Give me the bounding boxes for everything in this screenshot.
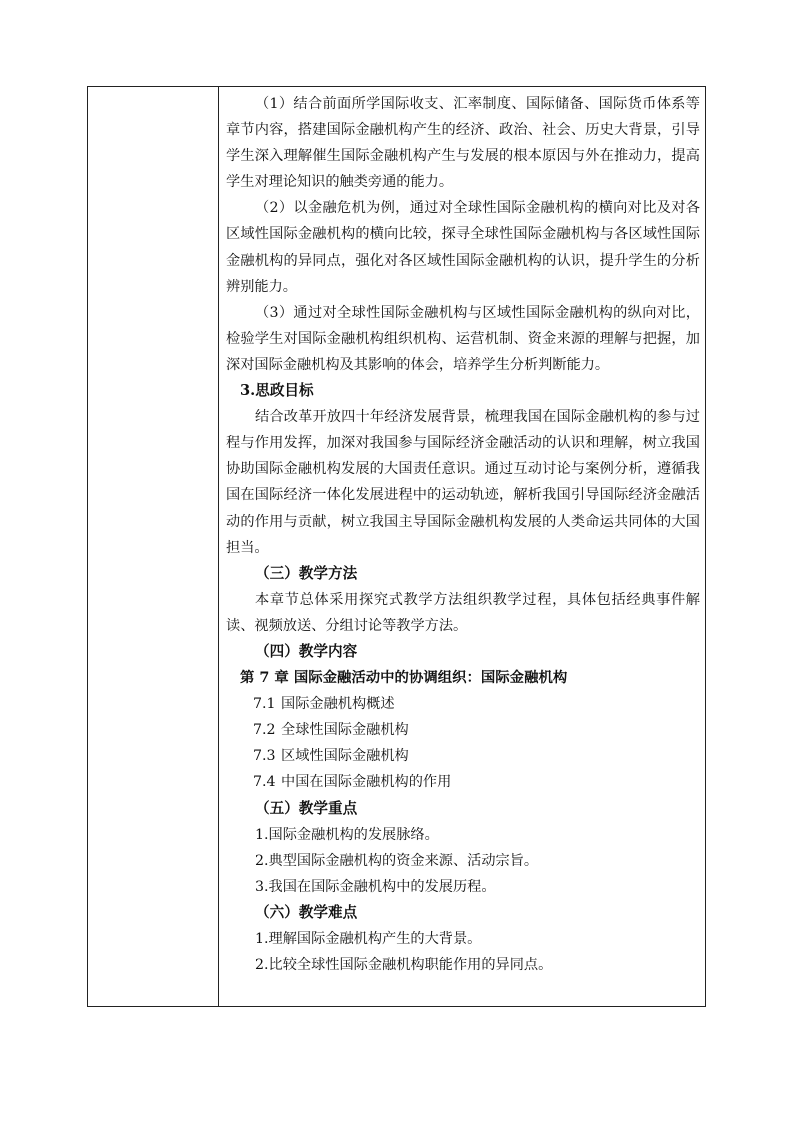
difficulty-item: 1.理解国际金融机构产生的大背景。 bbox=[255, 931, 482, 947]
toc-title: 区域性国际金融机构 bbox=[281, 748, 409, 765]
toc-title: 中国在国际金融机构的作用 bbox=[281, 774, 452, 791]
toc-item bbox=[226, 691, 700, 717]
toc-number: 7.3 bbox=[253, 748, 276, 765]
heading-ideology: 3.思政目标 bbox=[240, 382, 314, 400]
key-point-item: 3.我国在国际金融机构中的发展历程。 bbox=[255, 878, 496, 895]
toc-title: 国际金融机构概述 bbox=[281, 696, 395, 713]
toc-title: 全球性国际金融机构 bbox=[281, 722, 409, 739]
paragraph-ideology: 结合改革开放四十年经济发展背景，梳理我国在国际金融机构的参与过程与作用发挥，加深对我国参与国际经济金融活动的认识和理解，树立我国协助国际金融机构发展的大国责任意识。通过互动讨论与案例分析，遵循我国在国际经济一体化发展进程中的运动轨迹，解析我国引导国际经济金融活动的作用与贡献，树立我国主导国际金融机构发展的人类命运共同体的大国担当。 bbox=[226, 409, 700, 556]
heading-methods: （三）教学方法 bbox=[255, 564, 358, 582]
toc-item bbox=[226, 717, 700, 743]
toc-number: 7.2 bbox=[253, 722, 276, 739]
heading-key-points: （五）教学重点 bbox=[255, 799, 358, 817]
toc-number: 7.4 bbox=[253, 774, 276, 791]
heading-difficulties: （六）教学难点 bbox=[255, 903, 358, 921]
paragraph-capability-3: （3）通过对全球性国际金融机构与区域性国际金融机构的纵向对比，检验学生对国际金融机构组织机构、运营机制、资金来源的理解与把握，加深对国际金融机构及其影响的体会，培养学生分析判断能力。 bbox=[226, 304, 700, 373]
content-table bbox=[87, 86, 706, 1007]
paragraph-methods: 本章节总体采用探究式教学方法组织教学过程，具体包括经典事件解读、视频放送、分组讨论等教学方法。 bbox=[226, 591, 700, 634]
key-point-item: 1.国际金融机构的发展脉络。 bbox=[255, 826, 439, 843]
content-cell bbox=[226, 91, 700, 978]
toc-item bbox=[226, 743, 700, 769]
chapter-title: 第 7 章 国际金融活动中的协调组织：国际金融机构 bbox=[240, 669, 568, 687]
key-point-item: 2.典型国际金融机构的资金来源、活动宗旨。 bbox=[255, 852, 539, 869]
toc-number: 7.1 bbox=[253, 696, 276, 713]
heading-content: （四）教学内容 bbox=[255, 642, 358, 660]
paragraph-capability-1: （1）结合前面所学国际收支、汇率制度、国际储备、国际货币体系等章节内容，搭建国际金融机构产生的经济、政治、社会、历史大背景，引导学生深入理解催生国际金融机构产生与发展的根本原因与外在推动力，提高学生对理论知识的触类旁通的能力。 bbox=[226, 96, 700, 191]
difficulty-item: 2.比较全球性国际金融机构职能作用的异同点。 bbox=[255, 957, 553, 974]
paragraph-capability-2: （2）以金融危机为例，通过对全球性国际金融机构的横向对比及对各区域性国际金融机构的横向比较，探寻全球性国际金融机构与各区域性国际金融机构的异同点，强化对各区域性国际金融机构的认识，提升学生的分析辨别能力。 bbox=[226, 200, 700, 295]
column-divider bbox=[218, 87, 219, 1006]
toc-item bbox=[226, 769, 700, 795]
